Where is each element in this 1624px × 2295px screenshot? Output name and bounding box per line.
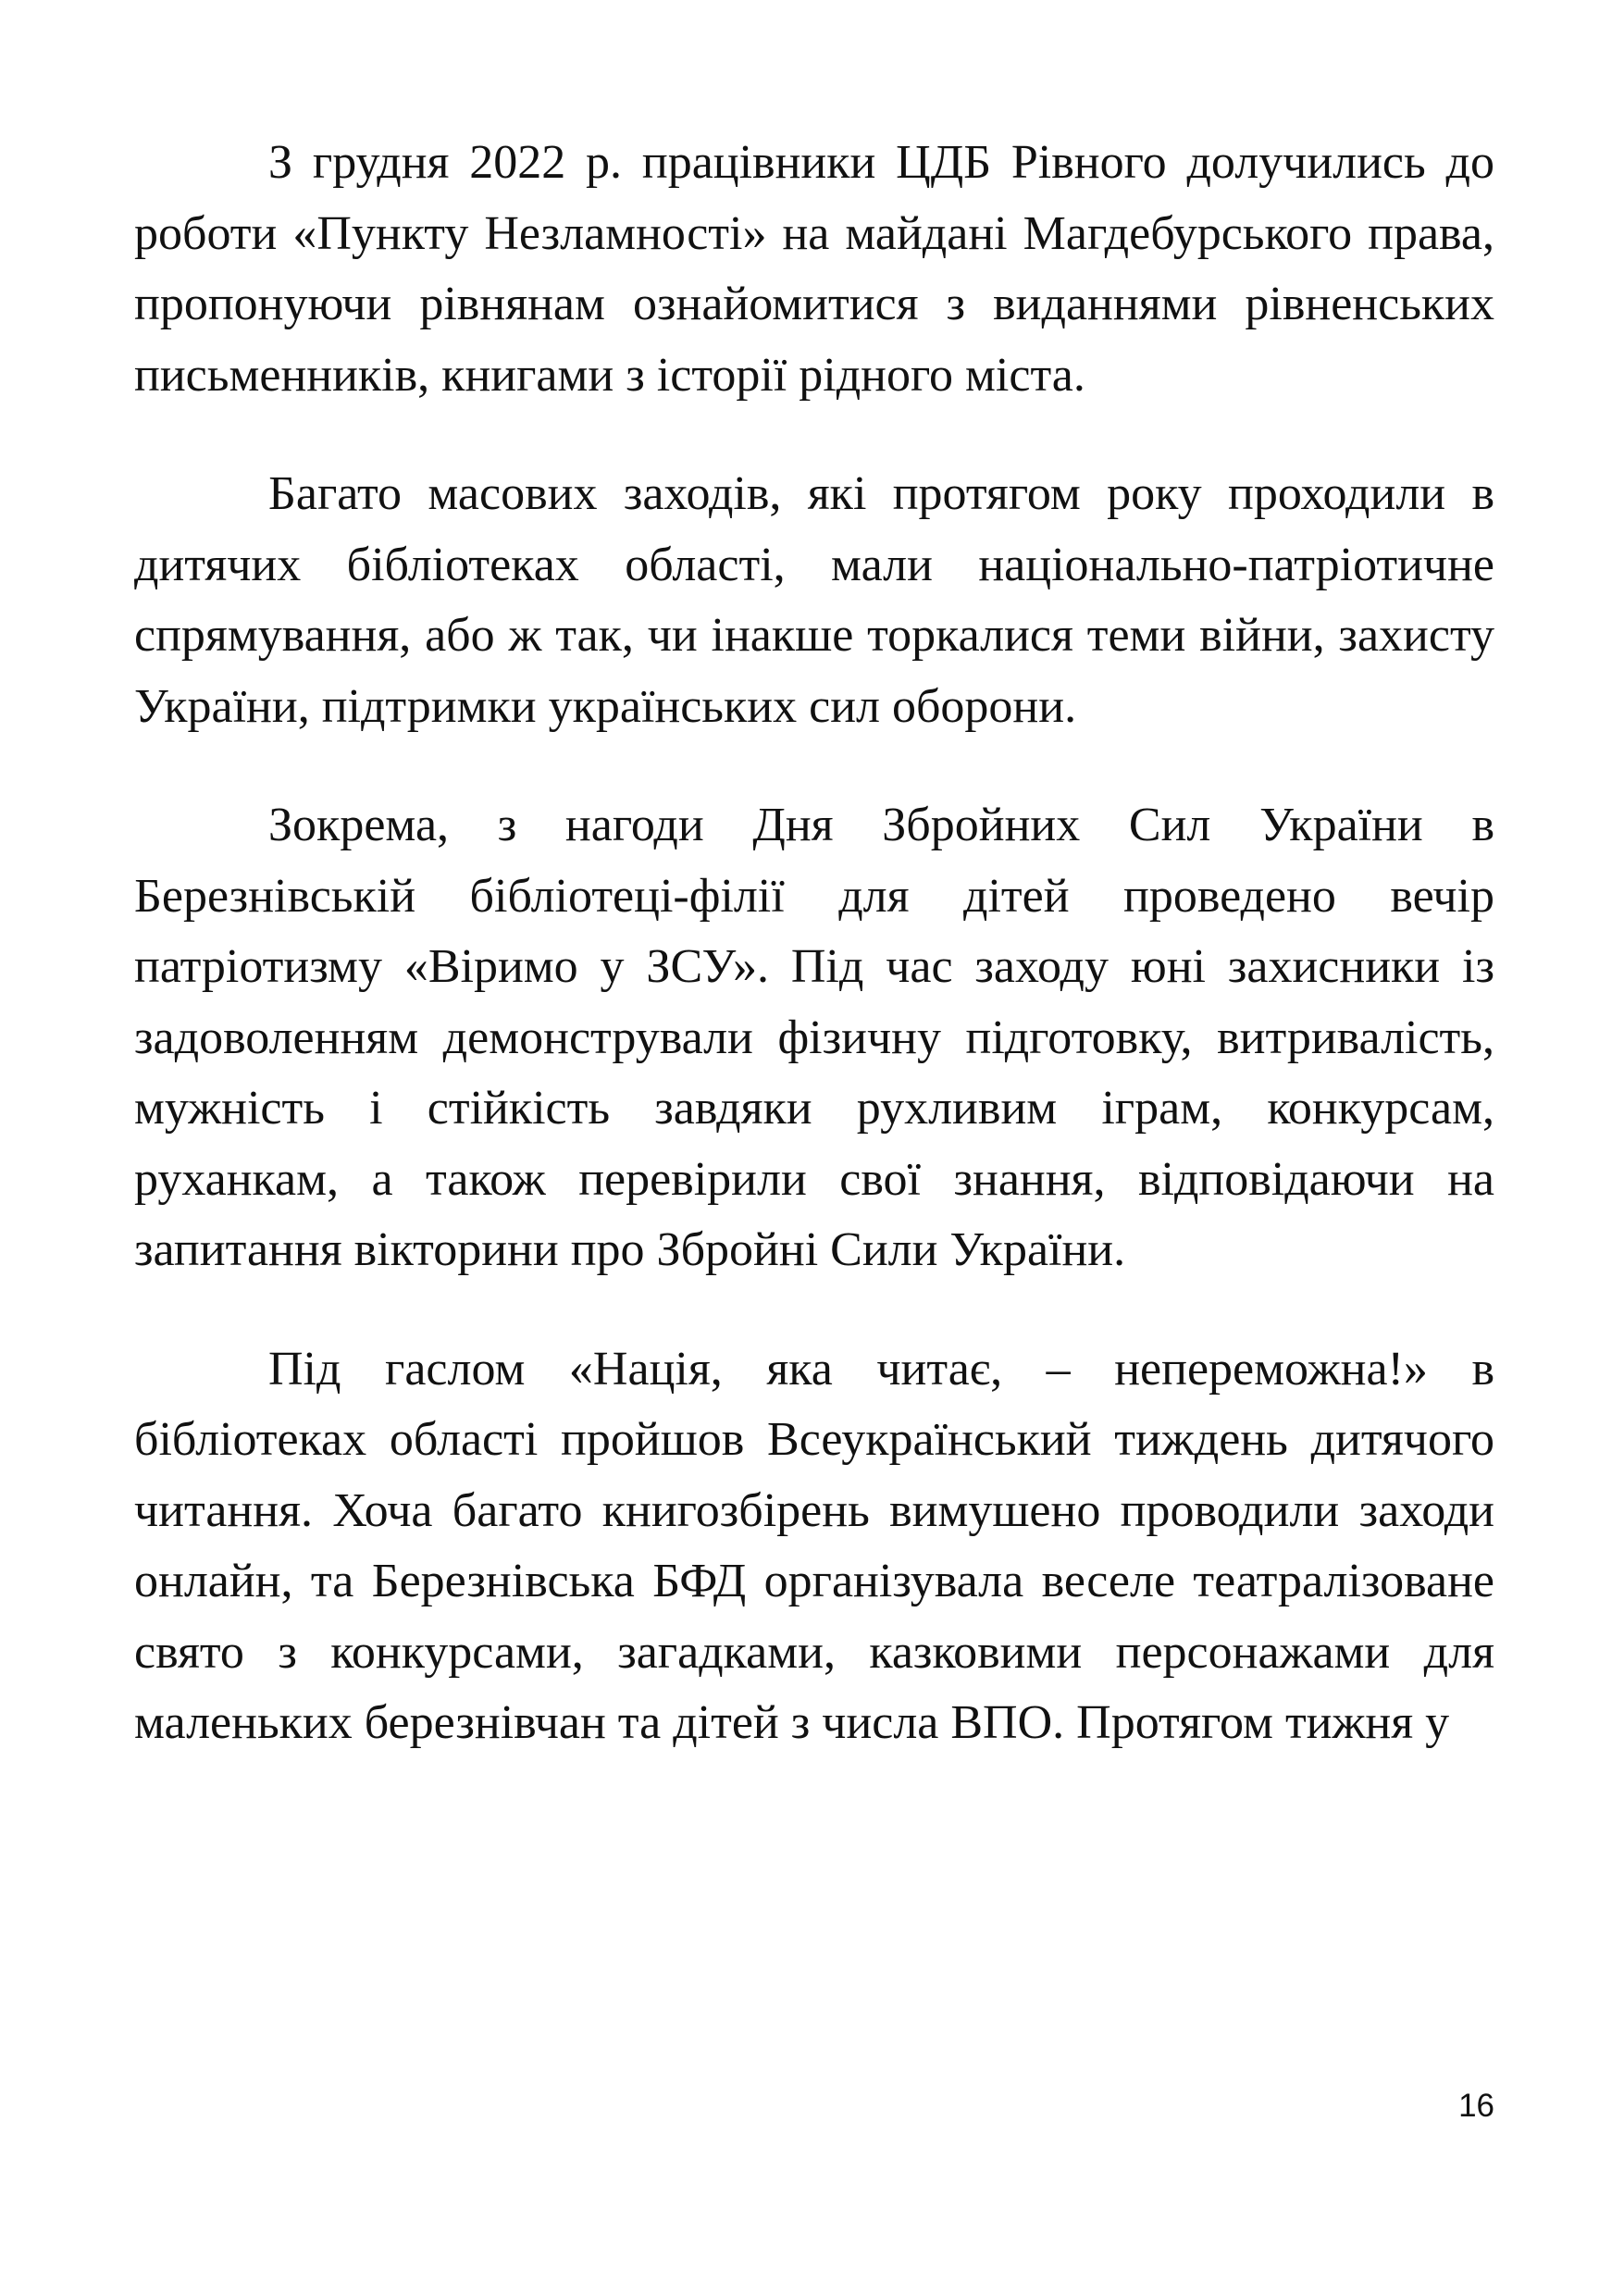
paragraph-3: Зокрема, з нагоди Дня Збройних Сил України в Березнівській бібліотеці-філії для дітей проведено вечір патріотизму «Віримо у ЗСУ». Під час заходу юні захисники із задоволенням демонстрували фізичну підготовку, витривалість, мужність і стійкість завдяки рухливим іграм, конкурсам, руханкам, а також перевірили свої знання, відповідаючи на запитання вікторини про Збройні Сили України.: [134, 799, 1494, 1276]
page-number: 16: [1458, 2088, 1494, 2124]
paragraph-2: Багато масових заходів, які протягом року проходили в дитячих бібліотеках області, мали національно-патріотичне спрямування, або ж так, чи інакше торкалися теми війни, захисту України, підтримки українських сил оборони.: [134, 467, 1494, 733]
document-body: [134, 128, 1494, 1759]
paragraph-4: Під гаслом «Нація, яка читає, – непереможна!» в бібліотеках області пройшов Всеукраїнський тиждень дитячого читання. Хоча багато книгозбірень вимушено проводили заходи онлайн, та Березнівська БФД організувала веселе театралізоване свято з конкурсами, загадками, казковими персонажами для маленьких березнівчан та дітей з числа ВПО. Протягом тижня у: [134, 1342, 1494, 1749]
paragraph-1: З грудня 2022 р. працівники ЦДБ Рівного долучились до роботи «Пункту Незламності» на майдані Магдебурського права, пропонуючи рівнянам ознайомитися з виданнями рівненських письменників, книгами з історії рідного міста.: [134, 136, 1494, 402]
